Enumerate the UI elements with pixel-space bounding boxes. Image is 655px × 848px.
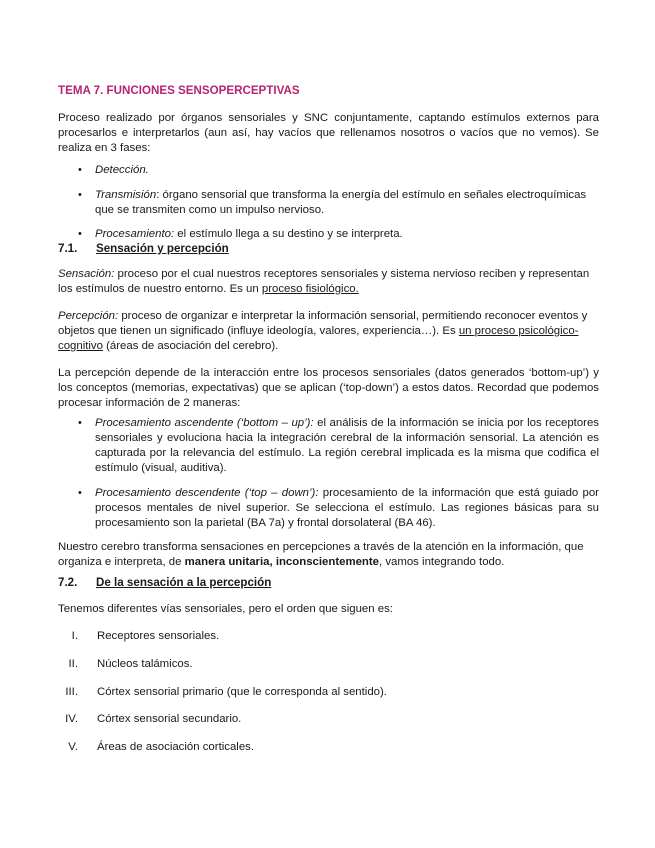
brain-tail: , vamos integrando todo. [379,556,505,568]
phase-text: : órgano sensorial que transforma la energía del estímulo en señales electroquímicas que se transmiten como un impulso nervioso. [95,189,587,216]
phases-list [58,163,599,242]
bullet-icon: • [78,189,82,201]
list-item [58,188,599,218]
brain-paragraph [58,540,599,570]
roman-numeral: V. [68,741,78,753]
section-number: 7.2. [58,576,78,589]
processing-term: Procesamiento descendente (‘top – down’): [95,487,319,499]
interaction-paragraph [58,366,599,411]
pathways-intro-text: Tenemos diferentes vías sensoriales, pero el orden que siguen es: [58,603,393,615]
interaction-text: La percepción depende de la interacción entre los procesos sensoriales (datos generados ‘bottom-up’) y los conceptos (memorias, expectativas) que se aplican (‘top-down’) a estos datos. Recordad que podemos procesar información de 2 maneras: [58,367,599,409]
definition-term: Percepción: [58,310,119,322]
processing-text: procesamiento de la información que está guiado por procesos mentales de nivel superior. Se selecciona el estímulo. Las regiones básicas para su procesamiento son la parietal (BA 7a) y frontal dorsolateral (BA 46). [95,487,599,529]
phase-term: Detección. [95,164,149,176]
intro-paragraph [58,111,599,156]
definition-tail: (áreas de asociación del cerebro). [102,340,279,352]
brain-bold: manera unitaria, inconscientemente [184,556,379,568]
roman-numeral: IV. [65,713,78,725]
definition-term: Sensación: [58,268,115,280]
bullet-icon: • [78,228,82,240]
pathway-text: Receptores sensoriales. [97,630,220,642]
definition-text: proceso por el cual nuestros receptores sensoriales y sistema nervioso reciben y representan los estímulos de nuestro entorno. Es un [58,268,590,295]
list-item [58,227,599,242]
section-heading [58,242,229,255]
intro-text: Proceso realizado por órganos sensoriales y SNC conjuntamente, captando estímulos externos para procesarlos e interpretarlos (aun así, hay vacíos que rellenamos nosotros o vacíos que no vemos). Se realiza en 3 fases: [58,112,599,154]
roman-numeral: II. [68,658,78,670]
page-title: TEMA 7. FUNCIONES SENSOPERCEPTIVAS [58,84,300,97]
processing-text: el análisis de la información se inicia por los receptores sensoriales y evoluciona hacia la integración cerebral de la información sensorial. La atención es capturada por la relevancia del estímulo. La región cerebral implicada es la misma que codifica el estímulo (visual, auditiva). [95,417,599,474]
roman-numeral: III. [65,686,78,698]
pathway-text: Córtex sensorial primario (que le corresponda al sentido). [97,686,387,698]
definition-emphasis: un proceso psicológico-cognitivo [58,325,579,352]
pathway-text: Núcleos talámicos. [97,658,193,670]
processing-term: Procesamiento ascendente (‘bottom – up’): [95,417,314,429]
section-label: De la sensación a la percepción [96,576,272,589]
phase-term: Procesamiento: [95,228,175,240]
percepcion-paragraph [58,309,599,354]
definition-text: proceso de organizar e interpretar la información sensorial, permitiendo reconocer eventos y objetos que tienen un significado (influye ideología, valores, experiencia…). Es [58,310,588,337]
list-item [58,163,599,178]
phase-text: el estímulo llega a su destino y se interpreta. [174,228,403,240]
sensacion-paragraph [58,267,599,297]
bullet-icon: • [78,164,82,176]
section-label: Sensación y percepción [96,242,229,255]
roman-numeral: I. [71,630,78,642]
pathway-text: Córtex sensorial secundario. [97,713,242,725]
bullet-icon: • [78,417,82,429]
list-item [58,416,599,476]
section-heading [58,576,271,589]
pathway-text: Áreas de asociación corticales. [97,741,255,753]
section-number: 7.1. [58,242,78,255]
definition-emphasis: proceso fisiológico. [261,283,359,295]
list-item [58,486,599,531]
phase-term: Transmisión [95,189,157,201]
pathways-intro [58,602,599,617]
bullet-icon: • [78,487,82,499]
processing-list [58,416,599,531]
brain-text: Nuestro cerebro transforma sensaciones en percepciones a través de la atención en la información, que organiza e interpreta, de [58,541,584,568]
